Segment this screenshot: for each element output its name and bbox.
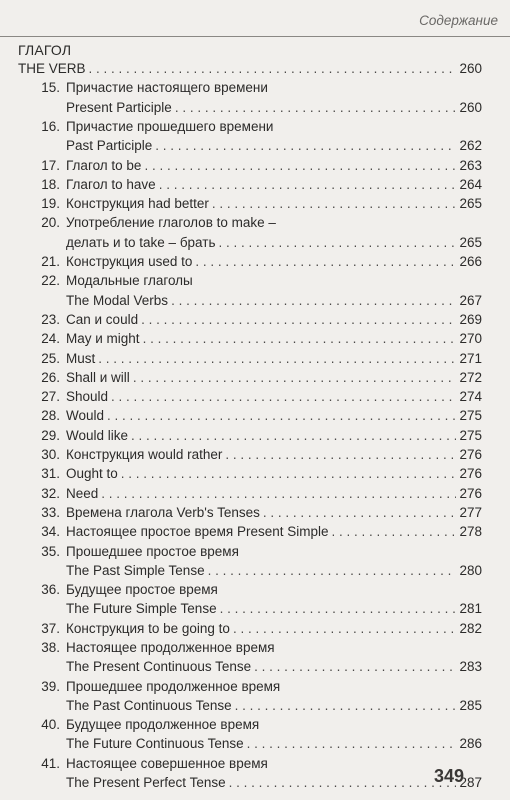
entry-number: 26. [41,369,60,385]
toc-entry [0,717,510,756]
entry-line [66,80,482,99]
entry-title: Глагол to be [66,157,142,173]
dot-leader [332,524,457,539]
toc-entry [0,428,510,447]
entry-page[interactable]: 271 [459,350,482,366]
entry-title: Настоящее продолженное время [66,640,275,655]
toc-entry [0,331,510,350]
entry-number: 29. [41,427,60,443]
entry-title: Ought to [66,466,118,482]
entry-line [66,717,482,736]
entry-line [66,293,482,312]
entry-line [66,138,482,157]
entry-line [66,235,482,254]
toc-entry [0,273,510,312]
entry-page[interactable]: 276 [459,466,482,482]
toc-entry [0,389,510,408]
entry-page[interactable]: 282 [459,620,482,636]
toc-entry [0,466,510,485]
entry-number: 20. [41,215,60,231]
entry-title: Причастие настоящего времени [66,80,268,96]
entry-line [18,61,482,80]
entry-line [66,331,482,350]
entry-title: THE VERB [18,61,86,76]
entry-page[interactable]: 263 [459,157,482,173]
entry-title: The Future Simple Tense [66,601,217,617]
entry-title: Настоящее простое время Present Simple [66,524,329,540]
toc-entry [0,524,510,543]
entry-number: 25. [41,350,60,366]
toc-entry [0,408,510,427]
entry-page[interactable]: 265 [459,234,482,250]
entry-line [66,640,482,659]
dot-leader [155,138,456,153]
page-number: 349 [433,766,464,786]
toc-entry [0,215,510,254]
entry-title: Прошедшее простое время [66,543,239,559]
dot-leader [133,370,457,385]
entry-line [66,505,482,524]
entry-line [66,679,482,698]
entry-title: Будущее продолженное время [66,717,260,733]
entry-title: The Present Perfect Tense [66,775,226,791]
entry-line [66,158,482,177]
toc-entry [0,254,510,273]
entry-page[interactable]: 262 [459,138,482,154]
entry-title: Present Participle [66,99,172,115]
toc-entry [0,679,510,718]
entry-title: Need [66,485,99,501]
entry-line [66,312,482,331]
toc-entry [0,61,510,80]
entry-title: Конструкция had better [66,196,209,212]
entry-line [66,447,482,466]
entry-number: 19. [41,196,60,212]
entry-line [66,563,482,582]
entry-title: Shall и will [66,369,130,385]
entry-page[interactable]: 287 [459,775,482,791]
entry-number: 17. [41,157,60,173]
entry-number: 38. [41,640,60,655]
entry-number: 34. [41,524,60,540]
entry-number: 33. [41,504,60,520]
entry-number: 40. [41,717,60,733]
dot-leader [220,601,457,616]
dot-leader [263,505,457,520]
entry-title: The Modal Verbs [66,292,169,308]
dot-leader [131,428,456,443]
entry-title: Must [66,350,96,366]
dot-leader [229,775,457,790]
entry-number: 16. [41,118,60,134]
entry-number: 21. [41,254,60,269]
dot-leader [143,331,457,346]
entry-line [66,100,482,119]
dot-leader [219,235,457,250]
entry-number: 28. [41,408,60,424]
entry-title: Прошедшее продолженное время [66,678,281,694]
entry-title: Would [66,408,105,424]
entry-title: The Present Continuous Tense [66,659,252,675]
dot-leader [159,177,457,192]
toc-entry [0,80,510,119]
entry-title: Употребление глаголов to make – [66,215,276,231]
entry-page[interactable]: 277 [459,504,482,520]
dot-leader [101,486,456,501]
entry-page[interactable]: 283 [459,659,482,675]
entry-line [66,601,482,620]
entry-line [66,351,482,370]
section-title: ГЛАГОЛ [18,42,72,58]
entry-line [66,775,482,794]
entry-line [66,756,482,775]
entry-number: 22. [41,273,60,289]
toc-entry [0,312,510,331]
entry-number: 15. [41,80,60,96]
entry-number: 23. [41,311,60,327]
entry-title: Should [66,389,109,405]
dot-leader [195,254,456,269]
dot-leader [208,563,457,578]
entry-line [66,698,482,717]
entry-line [66,273,482,292]
entry-number: 37. [41,620,60,636]
entry-title: Модальные глаголы [66,273,193,289]
entry-line [66,196,482,215]
entry-number: 36. [41,582,60,598]
dot-leader [121,466,457,481]
dot-leader [111,389,456,404]
entry-title: Настоящее совершенное время [66,755,268,771]
toc-entry [0,447,510,466]
entry-line [66,582,482,601]
toc-entry [0,158,510,177]
entry-title: Времена глагола Verb's Tenses [66,504,260,520]
dot-leader [235,698,457,713]
entry-title: Глагол to have [66,176,156,192]
entry-title: The Past Simple Tense [66,562,205,578]
toc-entry [0,486,510,505]
dot-leader [89,61,457,76]
dot-leader [225,447,456,462]
entry-number: 18. [41,176,60,192]
entry-page[interactable]: 267 [459,292,482,308]
entry-line [66,370,482,389]
entry-number: 30. [41,447,60,462]
entry-page[interactable]: 281 [459,601,482,617]
entry-title: Конструкция to be going to [66,620,230,636]
dot-leader [107,408,456,423]
dot-leader [98,351,456,366]
entry-line [66,659,482,678]
entry-title: Would like [66,427,129,443]
entry-number: 27. [41,389,60,405]
dot-leader [254,659,456,674]
dot-leader [144,158,456,173]
header-title: Содержание [419,13,498,28]
entry-title: Причастие прошедшего времени [66,118,274,134]
toc-entry [0,582,510,621]
entry-page[interactable]: 278 [459,524,482,540]
entry-line [66,119,482,138]
entry-page[interactable]: 260 [459,99,482,115]
toc-entry [0,119,510,158]
dot-leader [247,736,457,751]
entry-line [66,428,482,447]
entry-page[interactable]: 269 [459,311,482,327]
entry-page[interactable]: 264 [459,176,482,192]
entry-page[interactable]: 265 [459,196,482,212]
entry-line [66,177,482,196]
dot-leader [175,100,457,115]
toc-entry [0,621,510,640]
entry-line [66,621,482,640]
entry-page[interactable]: 266 [459,254,482,269]
toc-entry [0,640,510,679]
dot-leader [212,196,457,211]
toc-entry [0,505,510,524]
toc-entry [0,177,510,196]
entry-line [66,389,482,408]
entry-title: делать и to take – брать [66,234,216,250]
entry-page[interactable]: 274 [459,389,482,405]
entry-line [66,486,482,505]
entry-page[interactable]: 276 [459,447,482,462]
dot-leader [233,621,457,636]
dot-leader [141,312,456,327]
entry-page[interactable]: 286 [459,736,482,752]
entry-number: 35. [41,543,60,559]
entry-number: 24. [41,331,60,347]
entry-title: The Future Continuous Tense [66,736,244,752]
entry-title: Конструкция used to [66,254,193,269]
entry-page[interactable]: 260 [459,61,482,76]
entry-line [66,466,482,485]
entry-line [66,524,482,543]
entry-title: Конструкция would rather [66,447,223,462]
toc-entry [0,196,510,215]
entry-page[interactable]: 285 [459,697,482,713]
entry-title: Past Participle [66,138,153,154]
toc-entry [0,544,510,583]
entry-title: Будущее простое время [66,582,218,598]
dot-leader [171,293,456,308]
entry-page[interactable]: 270 [459,331,482,347]
running-header [0,0,510,40]
entry-number: 31. [41,466,60,482]
entry-line [66,544,482,563]
entry-title: The Past Continuous Tense [66,697,232,713]
toc-entry [0,370,510,389]
entry-page[interactable]: 272 [459,369,482,385]
header-divider [0,36,510,37]
entry-title: May и might [66,331,140,347]
entry-page[interactable]: 276 [459,485,482,501]
entry-number: 32. [41,485,60,501]
entry-page[interactable]: 275 [459,408,482,424]
entry-page[interactable]: 280 [459,562,482,578]
entry-line [66,736,482,755]
entry-number: 41. [41,755,60,771]
toc-entry [0,351,510,370]
entry-line [66,254,482,273]
entry-number: 39. [41,678,60,694]
entry-line [66,408,482,427]
entry-line [66,215,482,234]
entry-page[interactable]: 275 [459,427,482,443]
entry-title: Can и could [66,311,139,327]
